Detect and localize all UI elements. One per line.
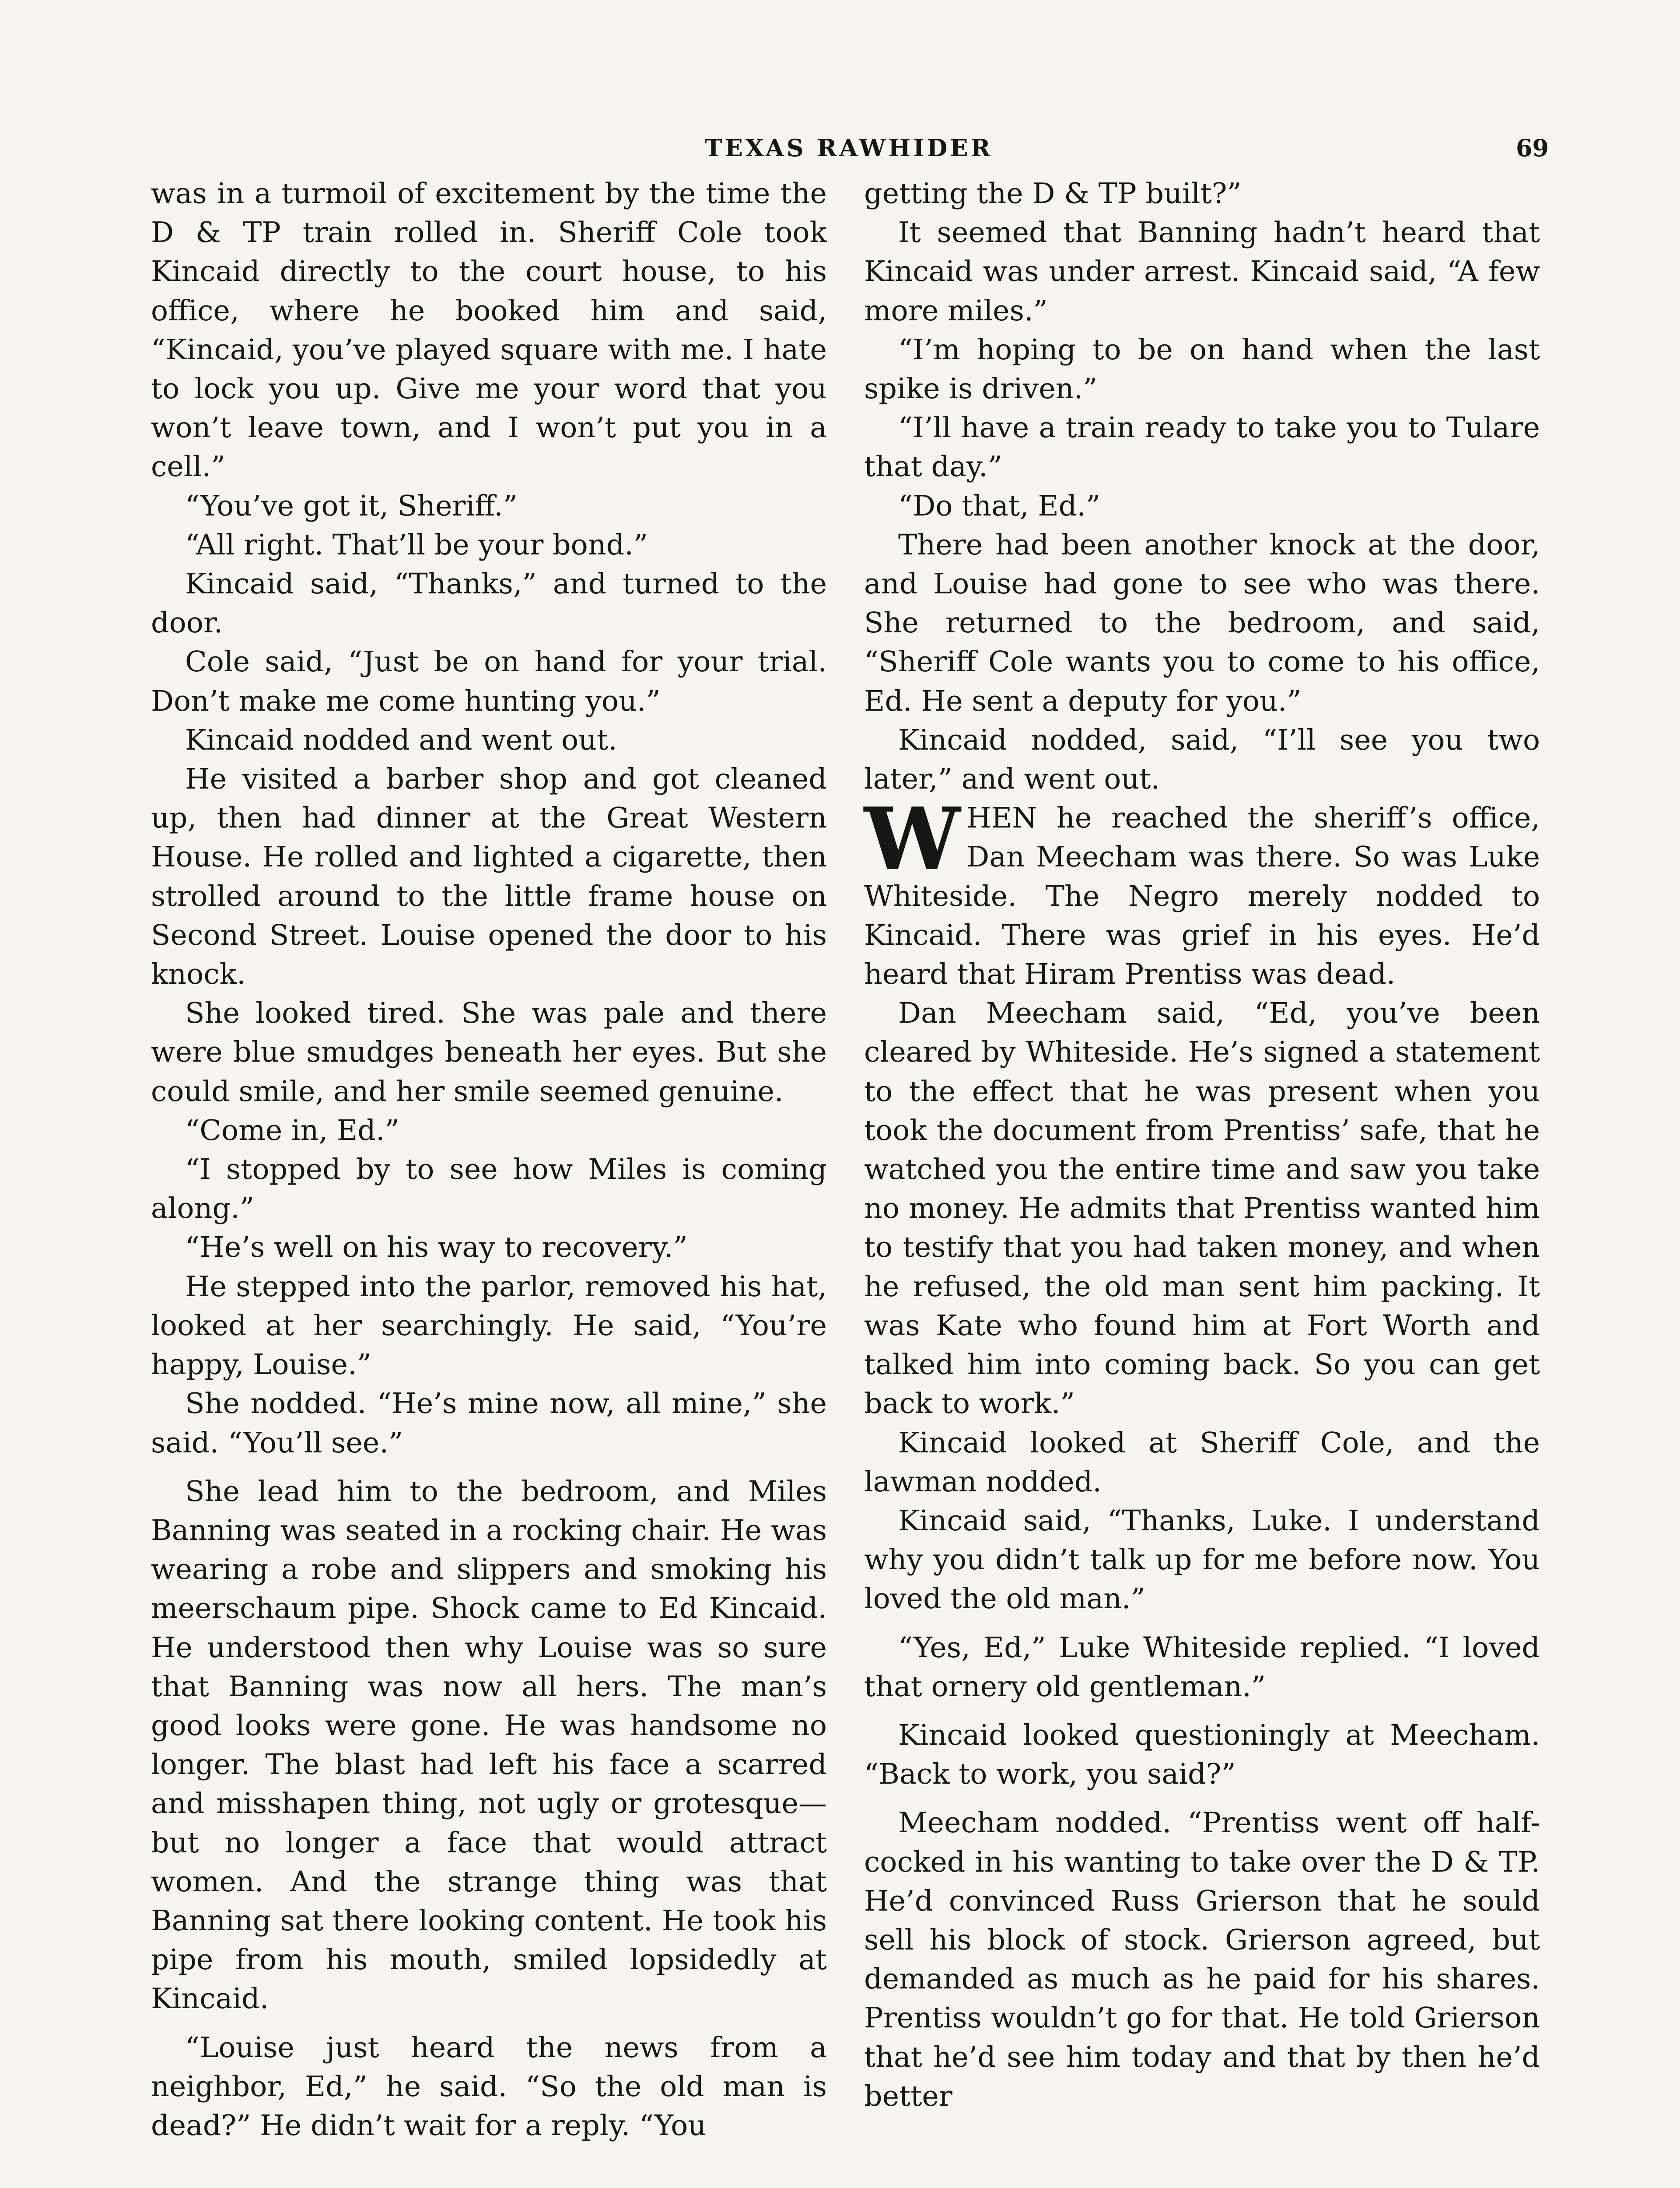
paragraph: She nodded. “He’s mine now, all mine,” she said. “You’ll see.” [151,1387,827,1459]
paragraph: He stepped into the parlor, removed his hat, looked at her searchingly. He said, “You’re happy, Louise.” [151,1270,827,1382]
paragraph: It seemed that Banning hadn’t heard that Kincaid was under arrest. Kincaid said, “A few more miles.” [864,216,1540,327]
paragraph: Kincaid nodded and went out. [185,723,617,757]
paragraph: Kincaid looked at Sheriff Cole, and the lawman nodded. [864,1426,1540,1498]
running-head-title: TEXAS RAWHIDER [704,134,993,162]
right-column [864,174,1540,2116]
paragraph: She looked tired. She was pale and there were blue smudges beneath her eyes. But she could smile, and her smile seemed genuine. [151,997,827,1108]
paragraph: Dan Meecham said, “Ed, you’ve been cleared by Whiteside. He’s signed a statement to the effect that he was present when you took the document from Prentiss’ safe, that he watched you the entire time and saw you take no money. He admits that Prentiss wanted him to testify that you had taken money, and when he refused, the old man sent him packing. It was Kate who found him at Fort Worth and talked him into coming back. So you can get back to work.” [864,997,1540,1420]
paragraph: She lead him to the bedroom, and Miles Banning was seated in a rocking chair. He was wearing a robe and slippers and smoking his meerschaum pipe. Shock came to Ed Kincaid. He understood then why Louise was so sure that Banning was now all hers. The man’s good looks were gone. He was handsome no longer. The blast had left his face a scarred and misshapen thing, not ugly or grotesque—but no longer a face that would attract women. And the strange thing was that Banning sat there looking content. He took his pipe from his mouth, smiled lopsidedly at Kincaid. [151,1475,827,2016]
paragraph: Kincaid said, “Thanks, Luke. I understand why you didn’t talk up for me before now. You loved the old man.” [864,1504,1540,1616]
paragraph: Meecham nodded. “Prentiss went off half-cocked in his wanting to take over the D & TP. He’d convinced Russ Grierson that he sould sell his block of stock. Grierson agreed, but demanded as much as he paid for his shares. Prentiss wouldn’t go for that. He told Grierson that he’d see him today and that by then he’d better [864,1806,1540,2113]
paragraph: There had been another knock at the door, and Louise had gone to see who was there. She returned to the bedroom, and said, “Sheriff Cole wants you to come to his office, Ed. He sent a deputy for you.” [864,528,1540,718]
paragraph: “I’ll have a train ready to take you to Tulare that day.” [864,411,1540,484]
paragraph: Cole said, “Just be on hand for your trial. Don’t make me come hunting you.” [151,645,827,718]
paragraph: He visited a barber shop and got cleaned up, then had dinner at the Great Western House. He rolled and lighted a cigarette, then strolled around to the little frame house on Second Street. Louise opened the door to his knock. [151,763,827,991]
paragraph: Kincaid looked questioningly at Meecham. “Back to work, you said?” [864,1718,1540,1791]
paragraph: “I stopped by to see how Miles is coming along.” [151,1153,827,1225]
page-number: 69 [1516,134,1549,162]
running-head [149,130,1549,165]
paragraph: “All right. That’ll be your bond.” [185,528,648,561]
drop-cap: W [864,789,961,890]
paragraph: Kincaid said, “Thanks,” and turned to the door. [151,568,827,640]
paragraph: “Yes, Ed,” Luke Whiteside replied. “I loved that ornery old gentleman.” [864,1631,1540,1703]
paragraph: “Louise just heard the news from a neighbor, Ed,” he said. “So the old man is dead?” He didn’t wait for a reply. “You [151,2031,827,2142]
paragraph: Kincaid nodded, said, “I’ll see you two later,” and went out. [864,723,1540,796]
paragraph: “Come in, Ed.” [185,1114,399,1147]
section-opening [864,789,1540,994]
section-opening-text: HEN he reached the sheriff’s office, Dan Meecham was there. So was Luke Whiteside. The Negro merely nodded to Kincaid. There was grief in his eyes. He’d heard that Hiram Prentiss was dead. [864,802,1540,991]
paragraph: “Do that, Ed.” [898,489,1101,522]
left-column [151,174,827,2145]
paragraph: “You’ve got it, Sheriff.” [185,489,518,522]
paragraph: getting the D & TP built?” [864,177,1242,210]
paragraph: “I’m hoping to be on hand when the last spike is driven.” [864,333,1540,406]
paragraph: “He’s well on his way to recovery.” [185,1231,688,1264]
paragraph: was in a turmoil of excitement by the time the D & TP train rolled in. Sheriff Cole took Kincaid directly to the court house, to his office, where he booked him and said, “Kincaid, you’ve played square with me. I hate to lock you up. Give me your word that you won’t leave town, and I won’t put you in a cell.” [151,177,827,484]
